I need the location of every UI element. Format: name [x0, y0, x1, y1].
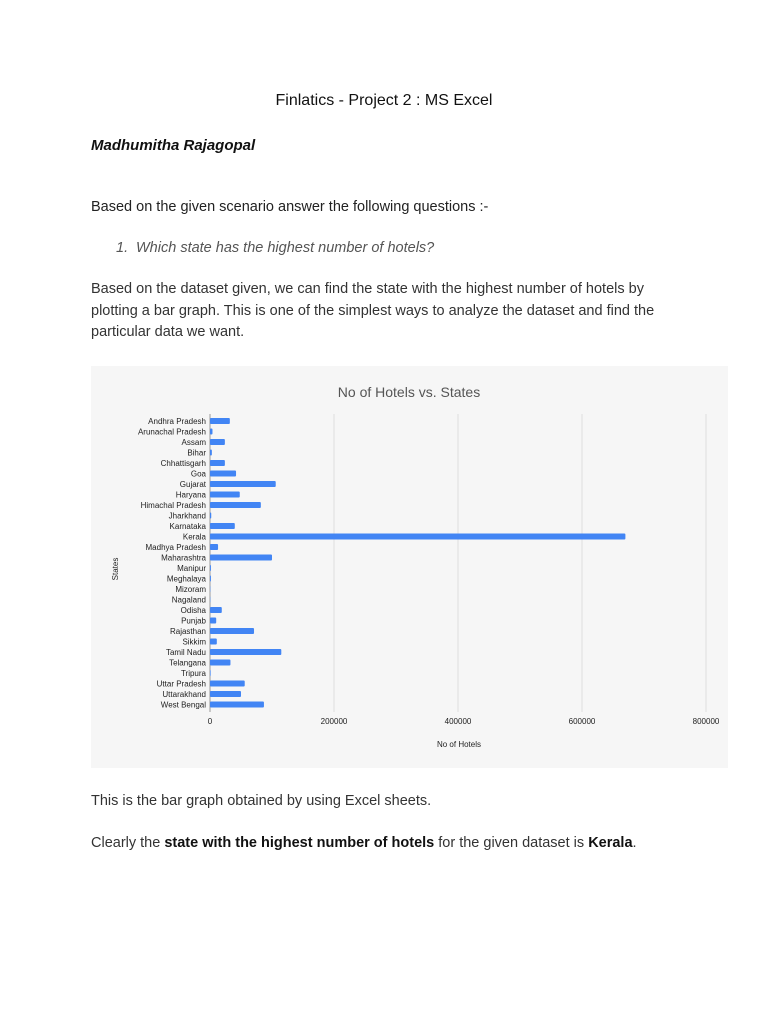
category-label: Tamil Nadu: [165, 648, 206, 657]
bar-madhya-pradesh: [210, 544, 218, 550]
chart-title: No of Hotels vs. States: [337, 384, 481, 400]
bar-odisha: [210, 607, 222, 613]
bar-goa: [210, 471, 236, 477]
category-label: Chhattisgarh: [160, 459, 206, 468]
bar-arunachal-pradesh: [210, 429, 212, 435]
bar-punjab: [210, 618, 216, 624]
category-label: Andhra Pradesh: [148, 417, 206, 426]
conclusion-suffix: .: [632, 835, 637, 851]
bar-gujarat: [210, 481, 276, 487]
category-label: Karnataka: [169, 522, 206, 531]
chart-bars: [210, 418, 625, 708]
category-label: Meghalaya: [166, 574, 206, 584]
category-label: Gujarat: [179, 480, 206, 489]
document-title: Finlatics - Project 2 : MS Excel: [275, 92, 493, 109]
bar-telangana: [210, 660, 230, 666]
category-label: Nagaland: [171, 595, 206, 605]
conclusion-text: [91, 835, 637, 851]
category-label: Punjab: [181, 616, 206, 626]
question-item: [116, 240, 434, 256]
x-axis-label: No of Hotels: [436, 740, 482, 749]
bar-chart: [91, 366, 728, 768]
category-label: Assam: [181, 438, 206, 447]
bar-assam: [210, 439, 225, 445]
bar-rajasthan: [210, 628, 254, 634]
bar-uttar-pradesh: [210, 681, 245, 687]
explanation-paragraph: Based on the dataset given, we can find the state with the highest number of hotels by plotting a bar graph. This is one of the simplest ways to analyze the dataset and find the particular data we want.: [91, 281, 655, 340]
category-label: Tripura: [180, 669, 206, 678]
x-tick-label: 800000: [692, 717, 720, 726]
bar-himachal-pradesh: [210, 502, 261, 508]
x-tick-label: 600000: [568, 717, 596, 726]
intro-text: Based on the given scenario answer the following questions :-: [91, 199, 489, 215]
chart-caption: This is the bar graph obtained by using Excel sheets.: [91, 793, 432, 809]
category-label: Odisha: [180, 606, 206, 615]
bar-chhattisgarh: [210, 460, 225, 466]
x-tick-label: 0: [207, 717, 213, 726]
category-label: Madhya Pradesh: [145, 543, 206, 552]
chart-gridlines: [210, 414, 706, 712]
question-text: Which state has the highest number of hotels?: [136, 240, 435, 256]
category-label: Arunachal Pradesh: [137, 427, 206, 437]
chart-svg: [91, 366, 728, 768]
author-name: Madhumitha Rajagopal: [91, 137, 256, 154]
question-number: 1.: [116, 240, 129, 256]
bar-bihar: [210, 450, 212, 456]
category-label: Manipur: [177, 564, 206, 573]
bar-maharashtra: [210, 555, 272, 561]
bar-uttarakhand: [210, 691, 241, 697]
bar-haryana: [210, 492, 240, 498]
category-label: Jharkhand: [168, 511, 206, 521]
category-label: Rajasthan: [169, 627, 206, 636]
bar-meghalaya: [210, 576, 211, 582]
chart-category-labels: [138, 417, 207, 710]
x-tick-label: 200000: [320, 717, 348, 726]
bar-andhra-pradesh: [210, 418, 230, 424]
category-label: Bihar: [187, 448, 206, 458]
y-axis-label: States: [111, 557, 120, 581]
chart-x-tick-labels: [208, 717, 720, 726]
conclusion-answer: Kerala: [588, 835, 633, 851]
bar-jharkhand: [210, 513, 211, 519]
bar-manipur: [210, 565, 211, 571]
bar-kerala: [210, 534, 625, 540]
category-label: Maharashtra: [161, 553, 206, 563]
category-label: Himachal Pradesh: [140, 501, 206, 510]
category-label: Mizoram: [175, 585, 206, 594]
bar-sikkim: [210, 639, 217, 645]
bar-tamil-nadu: [210, 649, 281, 655]
conclusion-prefix: Clearly the: [91, 835, 165, 851]
conclusion-middle: for the given dataset is: [434, 835, 589, 851]
category-label: Uttarakhand: [162, 690, 206, 699]
category-label: Uttar Pradesh: [156, 679, 206, 689]
category-label: Haryana: [175, 490, 206, 500]
bar-tripura: [210, 670, 211, 676]
x-tick-label: 400000: [444, 717, 472, 726]
category-label: Sikkim: [182, 637, 206, 647]
category-label: West Bengal: [160, 700, 206, 710]
conclusion-bold-phrase: state with the highest number of hotels: [164, 835, 435, 851]
bar-west-bengal: [210, 702, 264, 708]
category-label: Kerala: [182, 532, 206, 542]
bar-karnataka: [210, 523, 235, 529]
category-label: Telangana: [169, 658, 206, 668]
category-label: Goa: [190, 469, 206, 479]
